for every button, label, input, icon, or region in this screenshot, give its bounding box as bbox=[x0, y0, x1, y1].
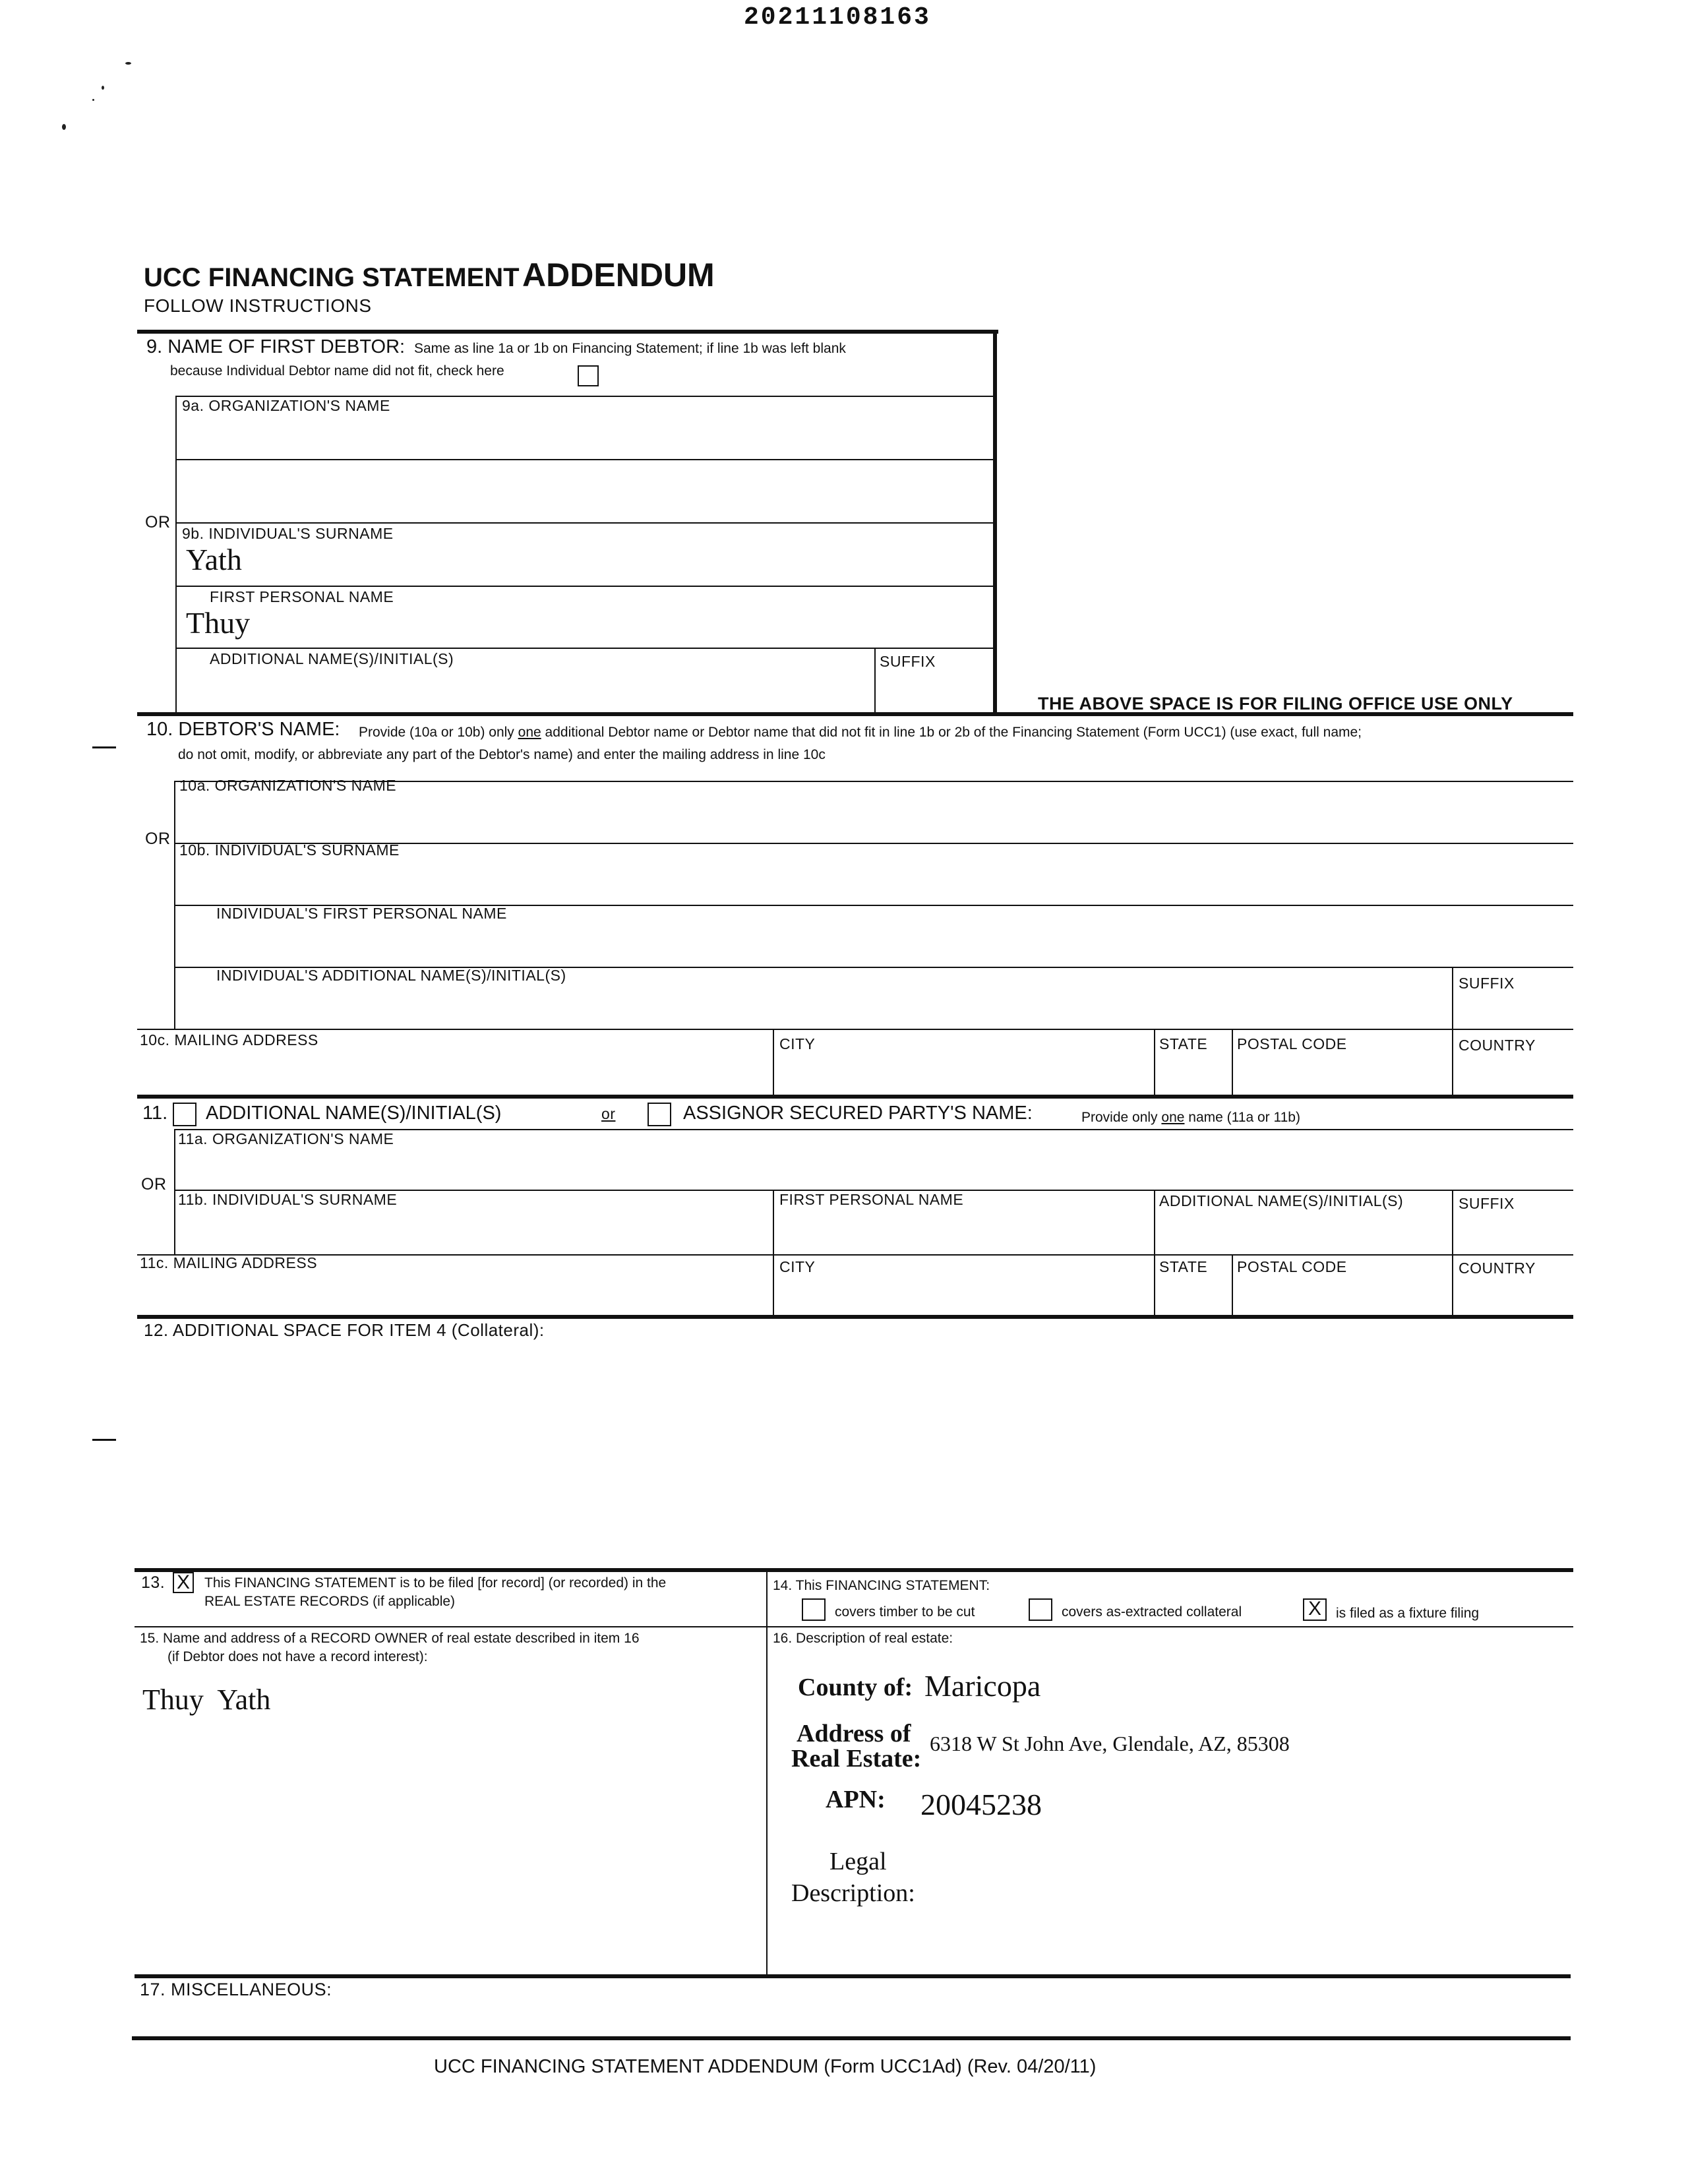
s13-text-1: This FINANCING STATEMENT is to be filed [for record] (or recorded) in the bbox=[204, 1575, 667, 1591]
s14-fixture-label: is filed as a fixture filing bbox=[1336, 1606, 1480, 1621]
s9-line bbox=[175, 586, 993, 587]
s10-title: 10. DEBTOR'S NAME: bbox=[146, 719, 340, 740]
s16-legal-label-2: Description: bbox=[791, 1879, 915, 1907]
scan-speck bbox=[92, 99, 94, 101]
s16-address-value: 6318 W St John Ave, Glendale, AZ, 85308 bbox=[930, 1732, 1290, 1755]
s16-county-value: Maricopa bbox=[924, 1669, 1041, 1703]
s11a-label: 11a. ORGANIZATION'S NAME bbox=[178, 1130, 394, 1147]
s11b-label: 11b. INDIVIDUAL'S SURNAME bbox=[178, 1191, 398, 1208]
s10-city-divider bbox=[773, 1029, 774, 1095]
s10-additional-label: INDIVIDUAL'S ADDITIONAL NAME(S)/INITIAL(S) bbox=[216, 967, 566, 984]
s11-assignor-check-box[interactable] bbox=[648, 1103, 671, 1126]
s10-country-label: COUNTRY bbox=[1459, 1037, 1536, 1054]
scan-speck bbox=[125, 62, 131, 65]
s17-bottom-border bbox=[132, 2036, 1571, 2040]
s16-apn-label: APN: bbox=[826, 1786, 886, 1813]
s9-line bbox=[175, 648, 993, 649]
s11-top-border bbox=[137, 1095, 1573, 1099]
s14-extracted-check-box[interactable] bbox=[1029, 1598, 1052, 1621]
s14-timber-label: covers timber to be cut bbox=[835, 1604, 975, 1620]
s11-postal-divider bbox=[1232, 1254, 1233, 1315]
s11-suffix-divider bbox=[1452, 1190, 1453, 1315]
s11-or-word: or bbox=[601, 1105, 616, 1122]
s10b-label: 10b. INDIVIDUAL'S SURNAME bbox=[179, 841, 400, 859]
s11-or: OR bbox=[141, 1175, 167, 1194]
s14-label: 14. This FINANCING STATEMENT: bbox=[773, 1578, 990, 1593]
scan-speck bbox=[102, 86, 104, 90]
s9-or: OR bbox=[145, 513, 171, 531]
s11-first-divider bbox=[773, 1190, 774, 1315]
s9-left-line bbox=[175, 396, 177, 713]
s15-record-owner-value: Thuy Yath bbox=[142, 1684, 271, 1716]
s9-first-label: FIRST PERSONAL NAME bbox=[210, 588, 394, 605]
s9b-surname-value: Yath bbox=[186, 543, 242, 576]
s13-check-box[interactable]: X bbox=[173, 1572, 194, 1593]
margin-mark bbox=[92, 1439, 116, 1441]
s10-line bbox=[137, 1029, 1573, 1030]
s9-check-box[interactable] bbox=[578, 365, 599, 386]
s10-state-divider bbox=[1154, 1029, 1155, 1095]
s11-city-label: CITY bbox=[779, 1258, 816, 1275]
s12-top-border bbox=[137, 1315, 1573, 1319]
filing-office-note: THE ABOVE SPACE IS FOR FILING OFFICE USE ONLY bbox=[1038, 694, 1513, 713]
s14-timber-check-box[interactable] bbox=[802, 1598, 826, 1621]
s14-extracted-label: covers as-extracted collateral bbox=[1062, 1604, 1242, 1620]
s9-line bbox=[175, 459, 993, 460]
s16-county-label: County of: bbox=[798, 1674, 913, 1701]
s11-additional-divider bbox=[1154, 1190, 1155, 1315]
s11-num: 11. bbox=[142, 1103, 168, 1124]
s11-state-label: STATE bbox=[1159, 1258, 1208, 1275]
s10-or: OR bbox=[145, 830, 171, 848]
s11-first-label: FIRST PERSONAL NAME bbox=[779, 1191, 964, 1208]
s9-instr-2: because Individual Debtor name did not fit, check here bbox=[170, 363, 504, 379]
s14-fixture-check-box[interactable]: X bbox=[1303, 1598, 1327, 1621]
s16-apn-value: 20045238 bbox=[920, 1788, 1042, 1821]
s9-additional-label: ADDITIONAL NAME(S)/INITIAL(S) bbox=[210, 650, 454, 667]
s11-postal-label: POSTAL CODE bbox=[1237, 1258, 1347, 1275]
s16-legal-label-1: Legal bbox=[829, 1848, 887, 1875]
s10-suffix-label: SUFFIX bbox=[1459, 975, 1515, 992]
s11-suffix-label: SUFFIX bbox=[1459, 1195, 1515, 1212]
s9-first-value: Thuy bbox=[186, 606, 251, 640]
s12-label: 12. ADDITIONAL SPACE FOR ITEM 4 (Collateral): bbox=[144, 1320, 545, 1340]
s11c-label: 11c. MAILING ADDRESS bbox=[140, 1254, 318, 1271]
document-number: 20211108163 bbox=[744, 3, 931, 32]
s11-instr: Provide only one name (11a or 11b) bbox=[1081, 1110, 1300, 1125]
s10-suffix-divider bbox=[1452, 967, 1453, 1095]
s16-label: 16. Description of real estate: bbox=[773, 1631, 953, 1646]
s11-additional-name-label: ADDITIONAL NAME(S)/INITIAL(S) bbox=[1159, 1192, 1404, 1209]
form-title: UCC FINANCING STATEMENT ADDENDUM bbox=[144, 257, 715, 293]
s10a-label: 10a. ORGANIZATION'S NAME bbox=[179, 777, 397, 794]
follow-instructions: FOLLOW INSTRUCTIONS bbox=[144, 295, 372, 316]
margin-mark bbox=[92, 746, 116, 748]
s9-instr-1: Same as line 1a or 1b on Financing Statement; if line 1b was left blank bbox=[414, 341, 846, 356]
s10-instr-1: Provide (10a or 10b) only one additional Debtor name or Debtor name that did not fit in line 1b or 2b of the Financing Statement (Form UCC1) (use exact, full name; bbox=[359, 725, 1362, 740]
s11-line bbox=[137, 1254, 1573, 1256]
s15-top-line bbox=[135, 1626, 1573, 1627]
s11-additional-check-box[interactable] bbox=[173, 1103, 196, 1126]
s10-postal-divider bbox=[1232, 1029, 1233, 1095]
s17-label: 17. MISCELLANEOUS: bbox=[140, 1980, 332, 1999]
s11-additional-label: ADDITIONAL NAME(S)/INITIAL(S) bbox=[206, 1103, 502, 1124]
s10c-label: 10c. MAILING ADDRESS bbox=[140, 1031, 318, 1048]
s9a-label: 9a. ORGANIZATION'S NAME bbox=[182, 397, 390, 414]
s9-line bbox=[175, 522, 993, 524]
s16-address-label-2: Real Estate: bbox=[791, 1745, 922, 1773]
s10-top-border bbox=[137, 712, 1573, 716]
s10-city-label: CITY bbox=[779, 1035, 816, 1052]
s9-top-border bbox=[137, 330, 998, 334]
s13-num: 13. bbox=[141, 1573, 166, 1592]
s16-address-label-1: Address of bbox=[797, 1720, 911, 1747]
s13-text-2: REAL ESTATE RECORDS (if applicable) bbox=[204, 1594, 456, 1609]
s10-postal-label: POSTAL CODE bbox=[1237, 1035, 1347, 1052]
s15-s16-divider bbox=[766, 1626, 768, 1976]
s13-top-border bbox=[135, 1568, 1573, 1572]
s9b-label: 9b. INDIVIDUAL'S SURNAME bbox=[182, 525, 394, 542]
s10-state-label: STATE bbox=[1159, 1035, 1208, 1052]
scan-speck bbox=[62, 124, 66, 130]
s15-label-1: 15. Name and address of a RECORD OWNER of real estate described in item 16 bbox=[140, 1631, 640, 1646]
s15-label-2: (if Debtor does not have a record interest): bbox=[167, 1649, 428, 1664]
s9-title: 9. NAME OF FIRST DEBTOR: bbox=[146, 336, 406, 357]
s11-country-label: COUNTRY bbox=[1459, 1259, 1536, 1277]
s9-suffix-divider bbox=[874, 648, 876, 713]
s17-top-border bbox=[135, 1974, 1571, 1978]
s9-suffix-label: SUFFIX bbox=[880, 653, 936, 670]
s10-first-label: INDIVIDUAL'S FIRST PERSONAL NAME bbox=[216, 905, 507, 922]
s11-left-line bbox=[174, 1129, 175, 1256]
form-footer: UCC FINANCING STATEMENT ADDENDUM (Form UCC1Ad) (Rev. 04/20/11) bbox=[434, 2056, 1097, 2077]
s11-assignor-label: ASSIGNOR SECURED PARTY'S NAME: bbox=[683, 1103, 1033, 1124]
s10-instr-2: do not omit, modify, or abbreviate any part of the Debtor's name) and enter the mailing address in line 10c bbox=[178, 747, 826, 762]
s9-right-border bbox=[993, 330, 997, 713]
